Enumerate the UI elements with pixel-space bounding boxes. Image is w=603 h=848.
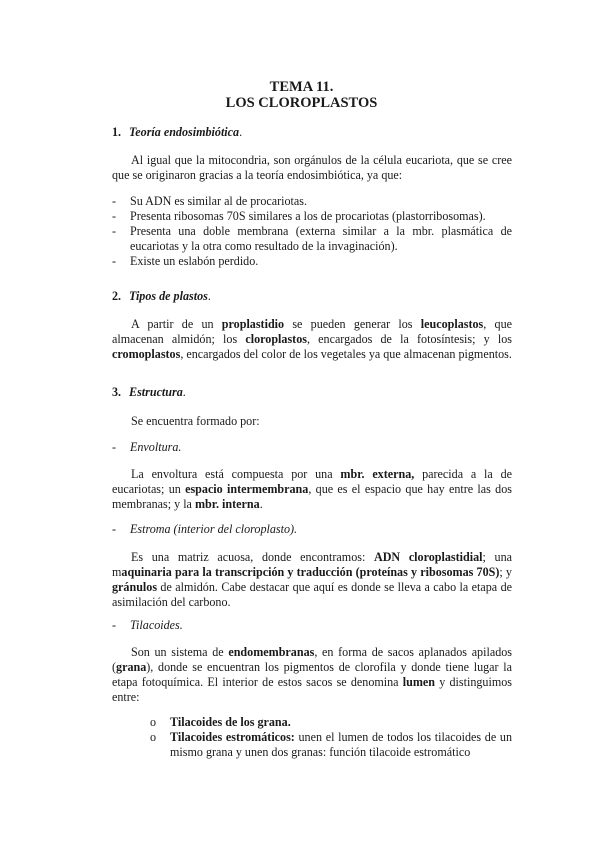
section-number: 3. [112, 385, 122, 399]
list-item: - Su ADN es similar al de procariotas. [112, 194, 308, 208]
paragraph-plastid-types: A partir de un proplastidio se pueden generar los leucoplastos, que almacenan almidón; los cloroplastos, encargados de la fotosíntesis; y los cromoplastos, encargados del color de los vegetales ya que almacenan pigmentos. [112, 317, 512, 361]
list-item: o Tilacoides estromáticos: unen el lumen de todos los tilacoides de un mismo grana y unen dos granas: función tilacoide estromático [150, 730, 512, 759]
section-name: Tipos de plastos [129, 289, 208, 303]
subsection-estroma: - Estroma (interior del cloroplasto). [112, 522, 298, 536]
document-title-line1: TEMA 11. [269, 79, 334, 95]
paragraph-endosymbiotic-intro: Al igual que la mitocondria, son orgánulos de la célula eucariota, que se cree que se originaron gracias a la teoría endosimbiótica, ya que: [112, 153, 512, 182]
document-title-line2: LOS CLOROPLASTOS [225, 95, 378, 111]
list-item: - Presenta ribosomas 70S similares a los de procariotas (plastorribosomas). [112, 209, 486, 223]
endosymbiotic-evidence-list [112, 194, 512, 269]
list-item: - Existe un eslabón perdido. [112, 254, 259, 268]
section-number: 2. [112, 289, 122, 303]
subsection-envoltura: - Envoltura. [112, 440, 182, 454]
paragraph-structure-intro: Se encuentra formado por: [131, 414, 260, 428]
section-name: Teoría endosimbiótica [129, 125, 240, 139]
section-heading-1: 1. Teoría endosimbiótica. [112, 125, 243, 139]
section-number: 1. [112, 125, 122, 139]
paragraph-estroma: Es una matriz acuosa, donde encontramos: ADN cloroplastidial; una maquinaria para la transcripción y traducción (proteínas y ribosomas 70S); y gránulos de almidón. Cabe destacar que aquí es donde se lleva a cabo la etapa de asimilación del carbono. [112, 550, 512, 609]
tilacoides-types-list [150, 715, 512, 760]
section-heading-2: 2. Tipos de plastos. [112, 289, 211, 303]
list-item: o Tilacoides de los grana. [150, 715, 291, 729]
list-item: - Presenta una doble membrana (externa similar a la mbr. plasmática de eucariotas y la otra como resultado de la invaginación). [112, 224, 512, 253]
section-name: Estructura [129, 385, 183, 399]
section-heading-3: 3. Estructura. [112, 385, 186, 399]
paragraph-envoltura: La envoltura está compuesta por una mbr. externa, parecida a la de eucariotas; un espacio intermembrana, que es el espacio que hay entre las dos membranas; y la mbr. interna. [112, 467, 513, 511]
subsection-tilacoides: - Tilacoides. [112, 618, 183, 632]
paragraph-tilacoides: Son un sistema de endomembranas, en forma de sacos aplanados apilados (grana), donde se encuentran los pigmentos de clorofila y donde tiene lugar la etapa fotoquímica. El interior de estos sacos se denomina lumen y distinguimos entre: [112, 645, 512, 704]
